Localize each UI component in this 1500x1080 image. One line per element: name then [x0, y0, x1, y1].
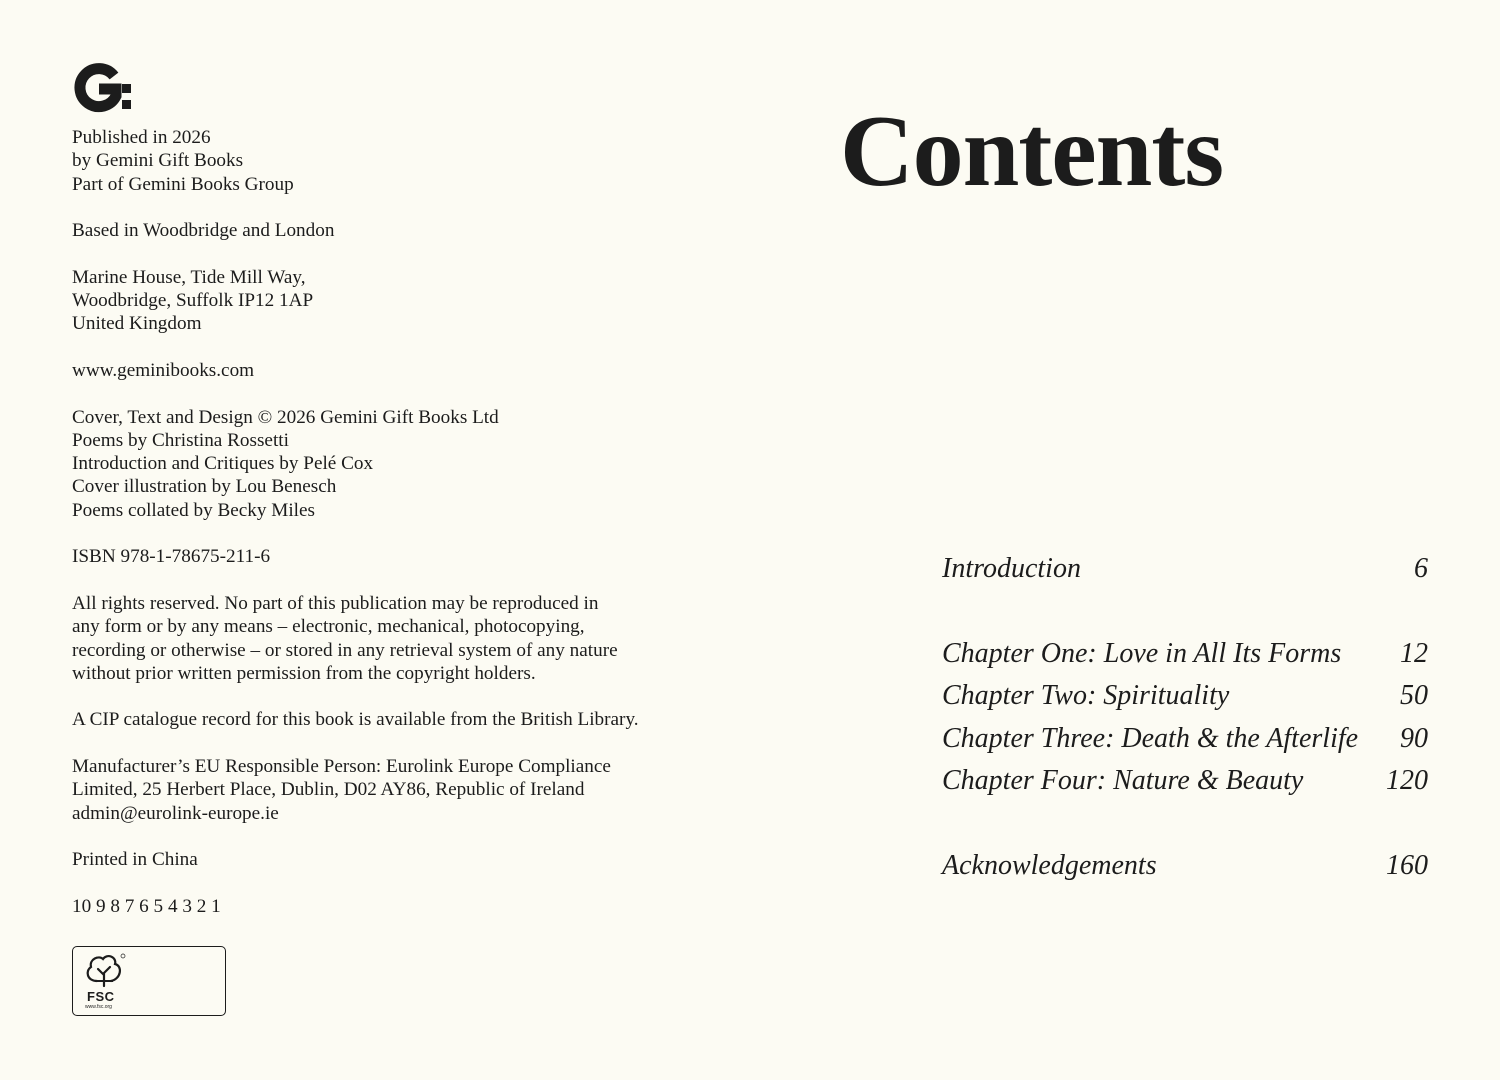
fsc-badge — [72, 946, 226, 1016]
imprint-line: ISBN 978-1-78675-211-6 — [72, 546, 271, 568]
imprint-line: Marine House, Tide Mill Way, — [72, 266, 306, 288]
fsc-label: FSC — [87, 989, 115, 1004]
imprint-line: without prior written permission from the copyright holders. — [72, 662, 536, 684]
imprint-line: Cover illustration by Lou Benesch — [72, 476, 337, 498]
imprint-block-location — [72, 219, 712, 242]
toc-entry-label: Chapter Four: Nature & Beauty — [942, 765, 1304, 796]
fsc-url: www.fsc.org — [85, 1004, 112, 1010]
imprint-line: Manufacturer’s EU Responsible Person: Eurolink Europe Compliance — [72, 756, 611, 778]
imprint-line: United Kingdom — [72, 313, 202, 335]
imprint-line: any form or by any means – electronic, mechanical, photocopying, — [72, 616, 585, 638]
fsc-tree-icon — [79, 951, 129, 991]
imprint-line: admin@eurolink-europe.ie — [72, 802, 279, 824]
toc-entry-page-number: 90 — [1400, 722, 1428, 754]
imprint-block-eu-representative — [72, 755, 712, 825]
toc-entry-page-number: 160 — [1386, 849, 1428, 881]
imprint-block-rights — [72, 592, 712, 685]
toc-entry-chapter-one[interactable] — [942, 633, 1428, 676]
gemini-logo-icon — [72, 62, 136, 116]
imprint-block-printed — [72, 848, 712, 871]
imprint-line: Introduction and Critiques by Pelé Cox — [72, 453, 374, 475]
imprint-line: Poems collated by Becky Miles — [72, 499, 316, 521]
imprint-line: Printed in China — [72, 849, 198, 871]
toc-entry-chapter-two[interactable] — [942, 675, 1428, 718]
imprint-block-publisher — [72, 126, 712, 196]
imprint-line: Part of Gemini Books Group — [72, 173, 294, 195]
imprint-block-credits — [72, 406, 712, 522]
imprint-line: Cover, Text and Design © 2026 Gemini Gift Books Ltd — [72, 406, 499, 428]
imprint-line: www.geminibooks.com — [72, 359, 255, 381]
imprint-line: Published in 2026 — [72, 127, 211, 148]
imprint-block-address — [72, 266, 712, 336]
imprint-line: Woodbridge, Suffolk IP12 1AP — [72, 290, 314, 312]
imprint-line: recording or otherwise – or stored in any retrieval system of any nature — [72, 639, 618, 661]
toc-entry-page-number: 50 — [1400, 680, 1428, 711]
toc-entry-label: Chapter One: Love in All Its Forms — [942, 637, 1342, 669]
toc-entry-page-number: 6 — [1414, 553, 1428, 584]
page-title: Contents — [840, 95, 1224, 208]
publisher-logo — [72, 62, 136, 116]
toc-entry-acknowledgements[interactable] — [942, 845, 1428, 888]
toc-entry-chapter-four[interactable] — [942, 760, 1428, 803]
toc-entry-label: Chapter Two: Spirituality — [942, 680, 1230, 711]
toc-entry-introduction[interactable] — [942, 548, 1428, 591]
imprint-line: All rights reserved. No part of this publication may be reproduced in — [72, 592, 599, 614]
toc-entry-label: Acknowledgements — [942, 849, 1157, 881]
toc-entry-label: Chapter Three: Death & the Afterlife — [942, 722, 1359, 754]
imprint-block-isbn — [72, 545, 712, 568]
imprint-line: A CIP catalogue record for this book is available from the British Library. — [72, 709, 639, 731]
toc-entry-page-number: 120 — [1386, 765, 1428, 796]
imprint-block-website — [72, 359, 712, 382]
contents-page — [750, 0, 1500, 1080]
imprint-block-cip — [72, 708, 712, 731]
toc-entry-chapter-three[interactable] — [942, 718, 1428, 761]
table-of-contents — [942, 548, 1428, 887]
imprint-text — [72, 126, 712, 941]
toc-entry-page-number: 12 — [1400, 637, 1428, 669]
toc-entry-label: Introduction — [942, 553, 1081, 584]
imprint-line: Limited, 25 Herbert Place, Dublin, D02 AY86, Republic of Ireland — [72, 779, 585, 801]
imprint-line: Based in Woodbridge and London — [72, 220, 335, 242]
imprint-block-print-line — [72, 895, 712, 918]
imprint-line: 10 9 8 7 6 5 4 3 2 1 — [72, 895, 221, 917]
imprint-line: by Gemini Gift Books — [72, 150, 244, 172]
imprint-line: Poems by Christina Rossetti — [72, 429, 289, 451]
